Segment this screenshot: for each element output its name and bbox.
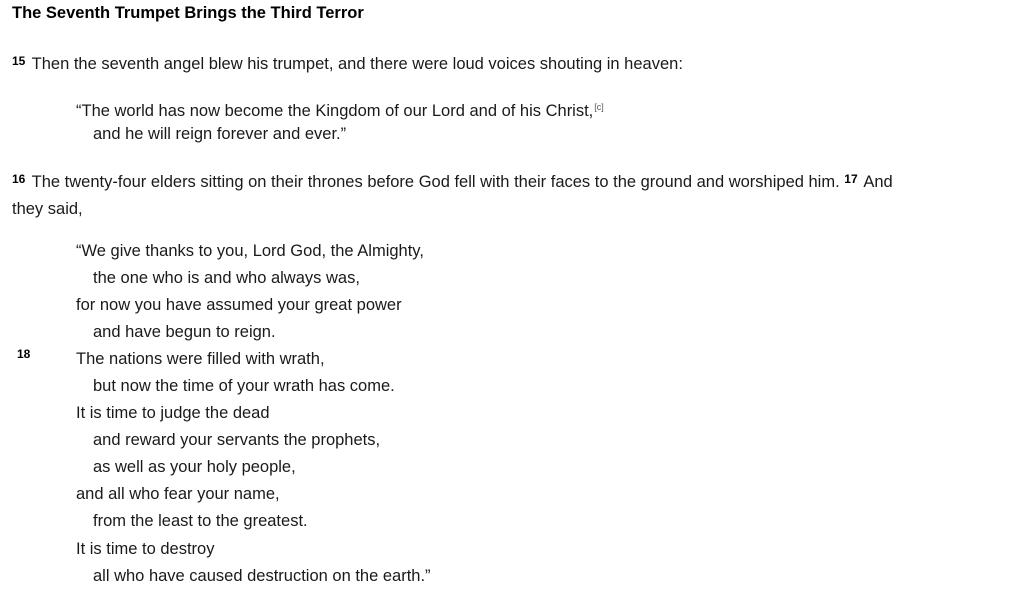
verse-number: 15 [12, 54, 26, 68]
poetry-line: The nations were filled with wrath, [76, 350, 325, 368]
verse-number: 16 [12, 172, 26, 186]
poetry-line: all who have caused destruction on the earth.” [93, 567, 431, 585]
poetry-line: for now you have assumed your great power [76, 296, 402, 314]
verse-number-18: 18 [17, 347, 31, 361]
poetry-line: but now the time of your wrath has come. [93, 377, 395, 395]
poetry-line: and reward your servants the prophets, [93, 431, 381, 449]
poetry-line: from the least to the greatest. [93, 512, 308, 530]
poetry-line: the one who is and who always was, [93, 269, 360, 287]
verse-text: Then the seventh angel blew his trumpet, and there were loud voices shouting in heaven: [31, 55, 683, 73]
section-heading: The Seventh Trumpet Brings the Third Terror [12, 4, 364, 22]
verse-16-17 [12, 166, 1002, 223]
verse-15 [12, 48, 683, 78]
poetry-line: and he will reign forever and ever.” [93, 125, 347, 143]
poetry-line: It is time to destroy [76, 540, 215, 558]
verse-number: 17 [844, 172, 858, 186]
poetry-line: and all who fear your name, [76, 485, 280, 503]
poetry-line: “We give thanks to you, Lord God, the Almighty, [76, 242, 424, 260]
poetry-line-text: “The world has now become the Kingdom of our Lord and of his Christ, [76, 102, 594, 120]
footnote-link[interactable]: [c] [594, 102, 604, 112]
verse-text: The twenty-four elders sitting on their thrones before God fell with their faces to the ground and worshiped him. [31, 173, 840, 191]
poetry-line: and have begun to reign. [93, 323, 276, 341]
verse-text: they said, [12, 200, 83, 218]
poetry-line: as well as your holy people, [93, 458, 296, 476]
poetry-line: It is time to judge the dead [76, 404, 270, 422]
verse-text: And [863, 173, 893, 191]
